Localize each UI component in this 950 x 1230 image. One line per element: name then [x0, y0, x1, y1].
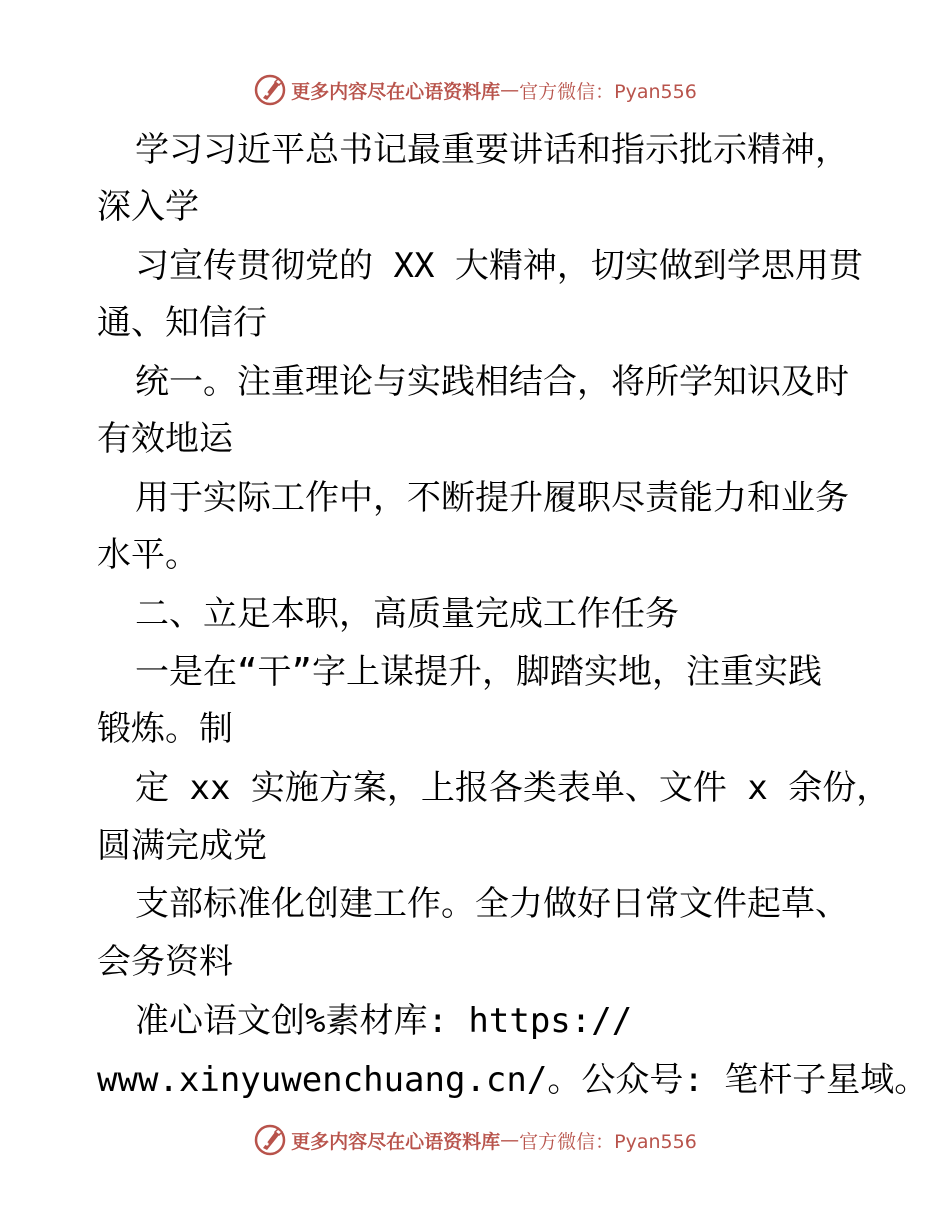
paragraph-line: 定 xx 实施方案，上报各类表单、文件 x 余份， [135, 768, 891, 808]
banner-contact: 官方微信：Pyan556 [519, 1130, 697, 1153]
paragraph-line: 支部标准化创建工作。全力做好日常文件起草、 [135, 884, 849, 924]
paragraph-line: 会务资料 [97, 942, 233, 982]
paragraph-line: 通、知信行 [97, 303, 267, 343]
banner-text: 更多内容尽在心语资料库 [291, 80, 501, 103]
pen-nib-icon [253, 1123, 287, 1157]
paragraph-line: 一是在“干”字上谋提升，脚踏实地，注重实践 [135, 652, 822, 692]
paragraph-line: 水平。 [97, 535, 199, 575]
paragraph-line: 习宣传贯彻党的 XX 大精神，切实做到学思用贯 [135, 246, 863, 286]
banner-dash: — [500, 1129, 520, 1151]
banner-dash: — [500, 79, 520, 101]
paragraph-line: www.xinyuwenchuang.cn/。公众号: 笔杆子星域。 [97, 1060, 929, 1100]
banner-text: 更多内容尽在心语资料库 [291, 1130, 501, 1153]
section-heading: 二、立足本职，高质量完成工作任务 [135, 594, 679, 634]
banner-contact: 官方微信：Pyan556 [519, 80, 697, 103]
paragraph-line: 准心语文创%素材库: https:// [135, 1001, 633, 1041]
paragraph-line: 学习习近平总书记最重要讲话和指示批示精神， [135, 130, 849, 170]
footer-banner [0, 1118, 950, 1162]
paragraph-line: 圆满完成党 [97, 826, 267, 866]
paragraph-line: 用于实际工作中，不断提升履职尽责能力和业务 [135, 478, 849, 518]
paragraph-line: 有效地运 [97, 419, 233, 459]
paragraph-line: 统一。注重理论与实践相结合，将所学知识及时 [135, 362, 849, 402]
paragraph-line: 锻炼。制 [97, 709, 233, 749]
paragraph-line: 深入学 [97, 187, 199, 227]
